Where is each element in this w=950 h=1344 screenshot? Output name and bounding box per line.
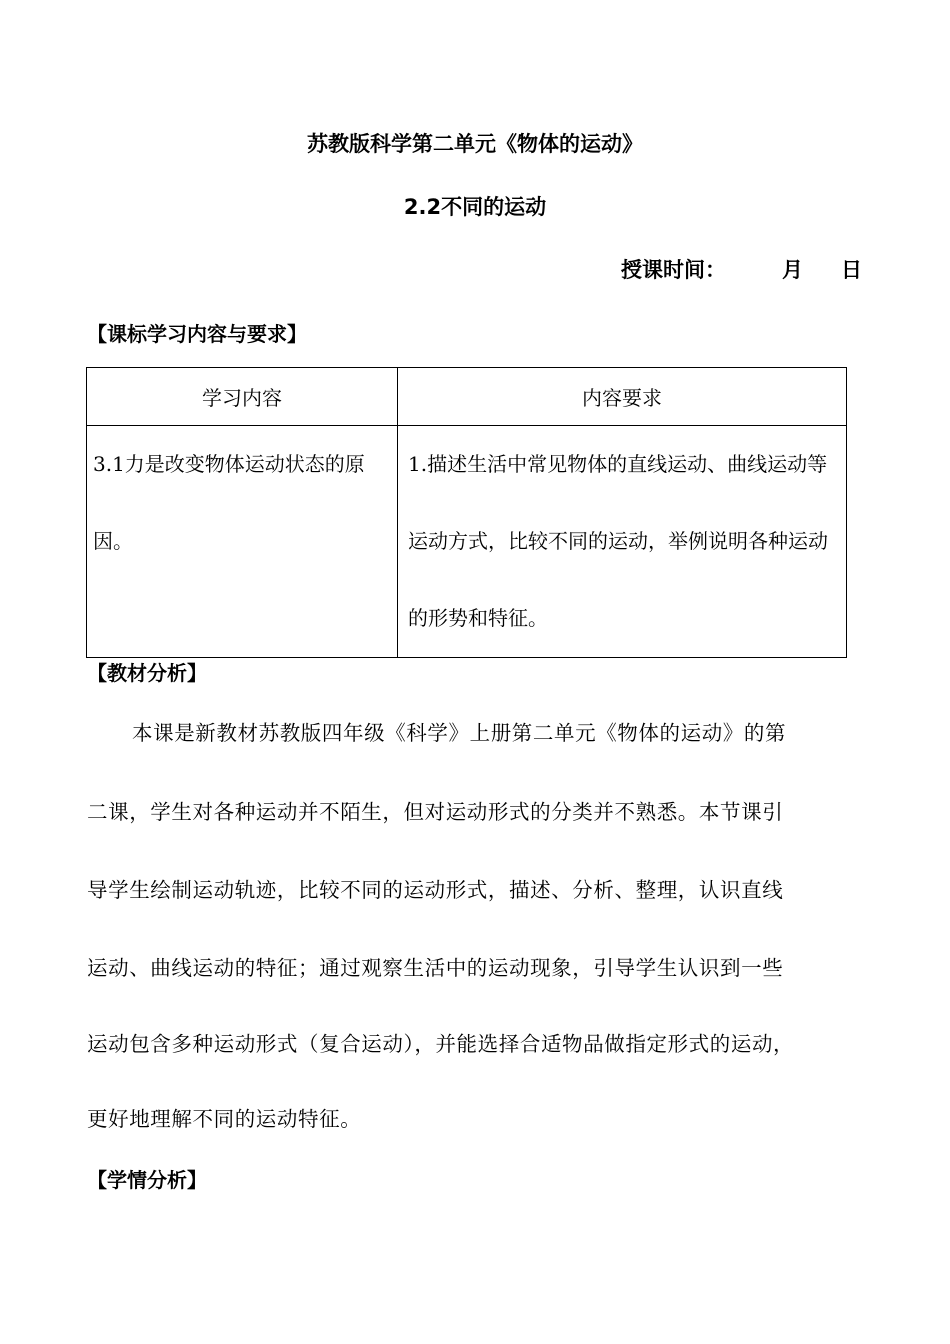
month-label: 月	[782, 258, 803, 282]
paragraph-line: 更好地理解不同的运动特征。	[87, 1107, 362, 1131]
table-header-row	[87, 368, 847, 426]
lesson-date-line	[621, 254, 862, 284]
paragraph-line: 导学生绘制运动轨迹，比较不同的运动形式，描述、分析、整理，认识直线	[87, 878, 784, 902]
table-row	[87, 426, 847, 658]
student-analysis-heading: 【学情分析】	[87, 1168, 207, 1192]
paragraph-line: 运动、曲线运动的特征；通过观察生活中的运动现象，引导学生认识到一些	[87, 956, 784, 980]
table-cell-requirement	[398, 426, 847, 658]
paragraph-line: 运动包含多种运动形式（复合运动），并能选择合适物品做指定形式的运动，	[87, 1032, 795, 1056]
lesson-title: 2.2不同的运动	[403, 195, 547, 219]
date-label: 授课时间：	[621, 258, 726, 282]
table-header-requirement: 内容要求	[398, 368, 847, 426]
material-analysis-heading: 【教材分析】	[87, 661, 207, 685]
standards-heading: 【课标学习内容与要求】	[87, 322, 307, 346]
cell-text: 1.描述生活中常见物体的直线运动、曲线运动等运动方式，比较不同的运动，举例说明各种运动的形势和特征。	[408, 452, 828, 630]
document-title: 苏教版科学第二单元《物体的运动》	[307, 132, 643, 156]
paragraph-line: 本课是新教材苏教版四年级《科学》上册第二单元《物体的运动》的第	[132, 721, 787, 745]
day-label: 日	[841, 258, 862, 282]
paragraph-line: 二课，学生对各种运动并不陌生，但对运动形式的分类并不熟悉。本节课引	[87, 800, 784, 824]
standards-table	[86, 367, 847, 658]
table-cell-content	[87, 426, 398, 658]
table-header-content: 学习内容	[87, 368, 398, 426]
cell-text: 3.1力是改变物体运动状态的原因。	[93, 452, 365, 553]
